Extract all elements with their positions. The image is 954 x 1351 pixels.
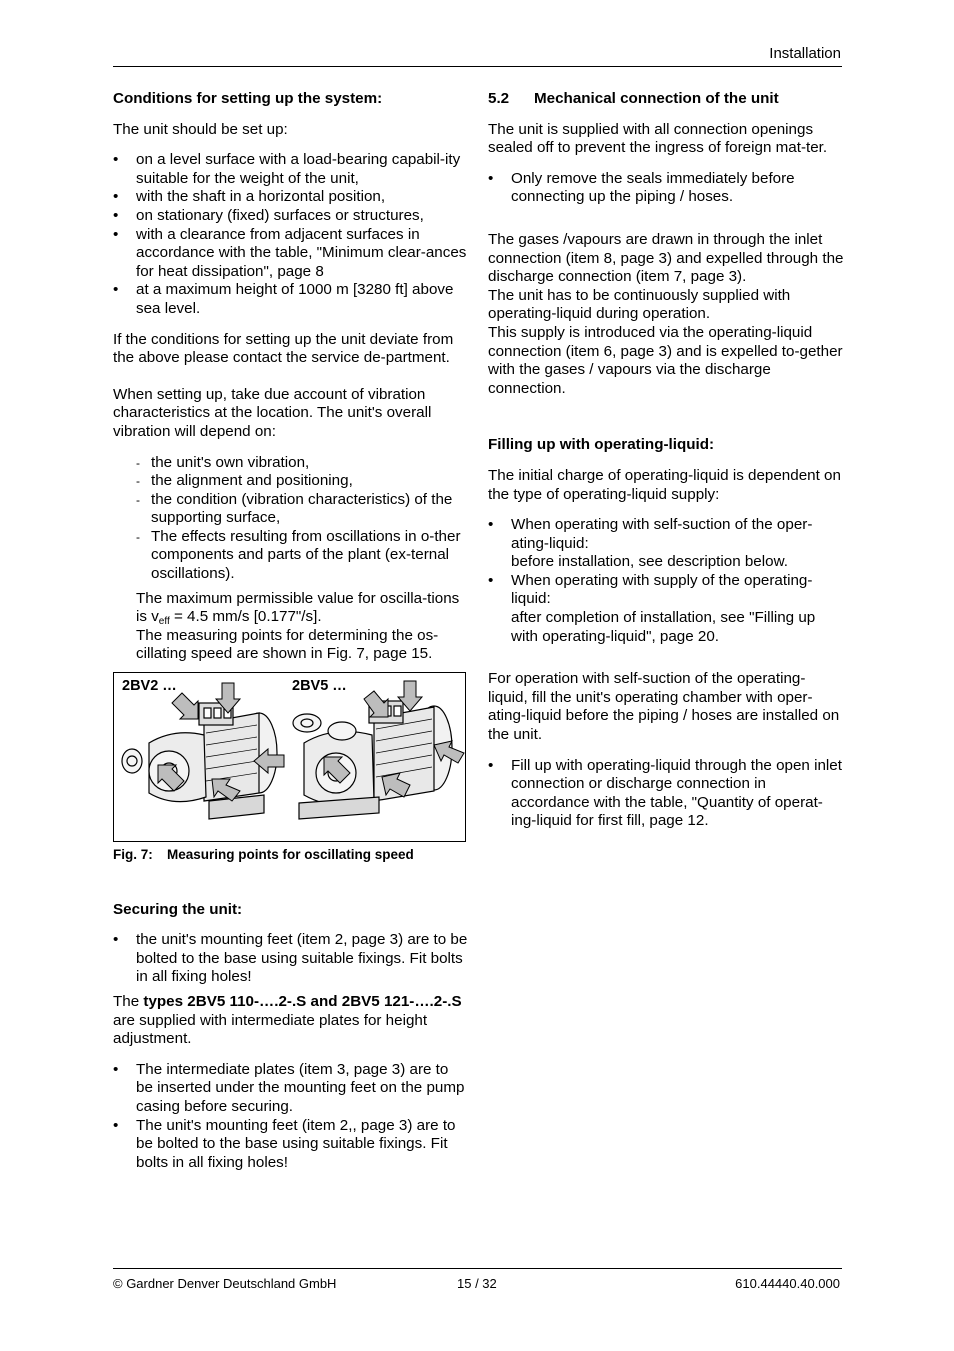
continuous-paragraph: The unit has to be continuously supplied with operating-liquid during operation.	[488, 286, 791, 323]
oscillation-text: The maximum permissible value for oscilla-tions is v	[136, 589, 460, 626]
fill-list	[488, 757, 844, 831]
setup-list	[113, 151, 468, 318]
supply-paragraph: This supply is introduced via the operating-liquid connection (item 6, page 3) and is expelled to-gether with the gases / vapours via the discharge connection.	[488, 323, 843, 397]
pump-drawing	[114, 673, 465, 841]
list-item: • the unit's mounting feet (item 2, page 3) are to be bolted to the base using suitable fixings. Fit bolts in all fixing holes!	[113, 931, 468, 987]
list-item: • at a maximum height of 1000 m [3280 ft] above sea level.	[113, 281, 468, 318]
initial-paragraph: The initial charge of operating-liquid is dependent on the type of operating-liquid supply:	[488, 466, 841, 503]
section-number: 5.2	[488, 90, 510, 107]
supply-item-line2: after completion of installation, see "Filling up with operating-liquid", page 20.	[511, 609, 816, 645]
oscillation-subscript: eff	[158, 616, 170, 628]
seal-list	[488, 170, 844, 207]
list-item: • with the shaft in a horizontal position,	[113, 188, 468, 207]
types-paragraph	[113, 993, 468, 1049]
list-item: • Fill up with operating-liquid through the open inlet connection or discharge connection in accordance with the table, "Quantity of operat-ing-liquid for first fill, page 12.	[488, 757, 844, 831]
oscillation-value: = 4.5 mm/s [0.177"/s].	[169, 608, 322, 626]
plates-list	[113, 1061, 468, 1173]
figure-caption-text: Measuring points for oscillating speed	[167, 847, 414, 863]
footer-copyright: © Gardner Denver Deutschland GmbH	[113, 1276, 337, 1291]
right-column	[488, 90, 844, 843]
list-item: • The unit's mounting feet (item 2,, page 3) are to be bolted to the base using suitable fixings. Fit bolts in all fixing holes!	[113, 1117, 468, 1173]
list-item: - the condition (vibration characteristics) of the supporting surface,	[136, 491, 468, 528]
left-column	[113, 90, 468, 1184]
pump-2bv5-illustration	[293, 701, 452, 819]
list-item: • on a level surface with a load-bearing capabil-ity suitable for the weight of the unit,	[113, 151, 468, 188]
header-rule	[113, 66, 842, 67]
setup-intro: The unit should be set up:	[113, 120, 288, 138]
types-bold: types 2BV5 110-….2-.S and 2BV5 121-….2-.S	[143, 993, 462, 1010]
list-item: - the alignment and positioning,	[136, 472, 468, 491]
list-item	[488, 572, 844, 646]
section-heading	[488, 90, 844, 109]
footer-page-number: 15 / 32	[457, 1276, 497, 1291]
list-item: - The effects resulting from oscillations in o-ther components and parts of the plant (ex-ternal oscillations).	[136, 528, 468, 584]
list-item: - the unit's own vibration,	[136, 454, 468, 473]
supply-type-list	[488, 516, 844, 646]
list-item: • on stationary (fixed) surfaces or structures,	[113, 207, 468, 226]
list-item: • The intermediate plates (item 3, page 3) are to be inserted under the mounting feet on the pump casing before securing.	[113, 1061, 468, 1117]
vibration-intro: When setting up, take due account of vibration characteristics at the location. The unit's overall vibration will depend on:	[113, 385, 432, 440]
securing-list	[113, 931, 468, 987]
list-item: • with a clearance from adjacent surfaces in accordance with the table, "Minimum clear-ances for heat dissipation", page 8	[113, 226, 468, 282]
list-item: • Only remove the seals immediately before connecting up the piping / hoses.	[488, 170, 844, 207]
footer-doc-number: 610.44440.40.000	[735, 1276, 840, 1291]
supply-item-line1: When operating with supply of the operating-liquid:	[511, 571, 813, 608]
footer-rule	[113, 1268, 842, 1269]
section-title: Mechanical connection of the unit	[534, 90, 779, 107]
figure-measuring-points	[113, 672, 466, 842]
figure-label-2bv5: 2BV5 …	[292, 678, 347, 695]
supplied-paragraph: The unit is supplied with all connection openings sealed off to prevent the ingress of foreign mat-ter.	[488, 120, 828, 157]
gases-paragraph: The gases /vapours are drawn in through the inlet connection (item 8, page 3) and expelled through the discharge connection (item 7, page 3).	[488, 230, 844, 286]
oscillation-paragraph	[113, 590, 468, 627]
deviate-paragraph: If the conditions for setting up the unit deviate from the above please contact the service de-partment.	[113, 330, 454, 367]
conditions-heading: Conditions for setting up the system:	[113, 90, 383, 107]
types-post: are supplied with intermediate plates for height adjustment.	[113, 1011, 428, 1048]
securing-heading: Securing the unit:	[113, 900, 243, 918]
figure-caption-number: Fig. 7:	[113, 847, 153, 863]
supply-item-line1: When operating with self-suction of the oper-ating-liquid:	[511, 516, 813, 552]
types-pre: The	[113, 993, 144, 1010]
self-suction-paragraph: For operation with self-suction of the operating-liquid, fill the unit's operating chamber with oper-ating-liquid before the piping / hoses are installed on the unit.	[488, 670, 840, 744]
measuring-paragraph: The measuring points for determining the os-cillating speed are shown in Fig. 7, page 15.	[136, 626, 439, 663]
filling-heading: Filling up with operating-liquid:	[488, 436, 715, 454]
list-item	[488, 516, 844, 572]
figure-label-2bv2: 2BV2 …	[122, 678, 177, 695]
vibration-list	[113, 454, 468, 584]
header-section-title: Installation	[769, 45, 841, 62]
supply-item-line2: before installation, see description below.	[511, 553, 788, 571]
figure-caption	[113, 846, 468, 865]
